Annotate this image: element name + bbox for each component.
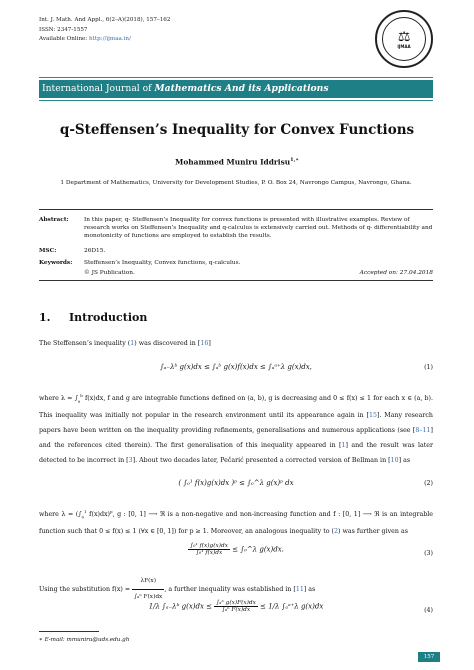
citation-11[interactable]: 11 (295, 585, 304, 593)
journal-link[interactable]: http://ijmaa.in/ (89, 36, 131, 42)
equation-1-number: (1) (424, 364, 433, 371)
compass-icon: ⚖ (397, 28, 411, 45)
available-online: Available Online: http://ijmaa.in/ (39, 36, 131, 42)
abstract-text: In this paper, q- Steffensen’s Inequality for convex functions is presented with illustrative examples. Review of research works on Steffensen’s Inequality and q-calculus is extensively carried out. Methods of q- differentiability and monotonicity of functions are employed to establish the results. (84, 217, 433, 239)
equation-1 (39, 360, 433, 380)
eq-ref-1[interactable]: 1 (130, 340, 135, 347)
journal-banner: International Journal of Mathematics And its Applications (39, 80, 433, 98)
equation-3-body: $\frac{\text{∫₀¹ f(x)g(x)dx}}{\text{∫₀¹ f(x)dx}}$ ≤ ∫₀^λ g(x)dx. (190, 543, 284, 556)
footnote-email: ∗ E-mail: mmuniru@uds.edu.gh (39, 637, 130, 643)
paragraph-4: Using the substitution f(x) = $\frac{\lambda F(x)}{\text{∫ₐᵇ F(x)dx}}$ , a further inequality was established in [11] as (39, 574, 433, 605)
section-title: Introduction (69, 311, 148, 324)
seal-text: IJMAA (397, 43, 411, 49)
paper-title: q-Steffensen’s Inequality for Convex Functions (59, 122, 415, 138)
abstract-rule-top (39, 209, 433, 210)
msc-value: 26D15. (84, 248, 106, 254)
journal-reference: Int. J. Math. And Appl., 6(2–A)(2018), 157–162 (39, 17, 171, 23)
equation-3-fraction: $\frac{\text{∫₀¹ f(x)g(x)dx}}{\text{∫₀¹ f(x)dx}}$ (190, 543, 229, 556)
affiliation: 1 Department of Mathematics, University for Development Studies, P. O. Box 24, Navrongo Campus, Navrongo, Ghana. (60, 180, 412, 186)
eq-ref-2[interactable]: 2 (333, 528, 338, 536)
keywords-value: Steffensen’s Inequality, Convex functions, q-calculus. (84, 260, 241, 266)
equation-4-number: (4) (424, 607, 433, 614)
issn: ISSN: 2347-1557 (39, 26, 88, 33)
banner-rule-top (39, 77, 433, 78)
section-number: 1. (39, 311, 51, 324)
equation-2-body: ( ∫₀¹ f(x)g(x)dx )ᵖ ≤ ∫₀^λ g(x)ᵖ dx (178, 479, 294, 487)
copyright: © JS Publication. (84, 270, 135, 276)
citation-1[interactable]: 1 (341, 441, 346, 449)
abstract-label: Abstract: (39, 217, 69, 223)
page-number: 157 (418, 652, 440, 662)
equation-2 (39, 474, 433, 496)
paragraph-2: where $\lambda = \int_a^b$ f(x)dx, f and g are integrable functions defined on (a, b), g is decreasing and 0 ≤ f(x) ≤ 1 for each x ∈ (a, b). This inequality was initially not popular in the research environment until its appearance again in [15]. Many research papers have been written on the inequality providing refinements, generalisations and numerous applications (see [8–11] and the references cited therein). The first generalisation of this inequality appeared in [1] and the result was later detected to be incorrect in [3]. About two decades later, Pečarić presented a corrected version of Bellman in [10] as (39, 393, 433, 464)
keywords-label: Keywords: (39, 260, 73, 266)
substitution-fraction: $\frac{\lambda F(x)}{\text{∫ₐᵇ F(x)dx}}$ (132, 574, 164, 605)
equation-4-fraction: $\frac{\text{∫ₐᵇ g(x)F(x)dx}}{\text{∫ₐᵇ F(x)dx}}$ (216, 600, 256, 613)
paragraph-1: The Steffensen’s inequality (1) was discovered in [16] (39, 340, 211, 347)
equation-3-number: (3) (424, 550, 433, 557)
citation-16[interactable]: 16 (200, 340, 209, 347)
citation-8-11[interactable]: 8–11 (415, 426, 431, 434)
equation-3 (39, 541, 433, 567)
author: Mohammed Muniru Iddrisu$^{1,∗}$ (175, 157, 299, 167)
citation-15[interactable]: 15 (368, 412, 377, 420)
author-superscript: 1,∗ (290, 157, 299, 163)
section-heading (39, 311, 147, 324)
citation-3[interactable]: 3 (128, 456, 133, 464)
equation-4-body: 1/λ ∫ₐ₋λᵇ g(x)dx ≤ $\frac{\text{∫ₐᵇ g(x)F(x)dx}}{\text{∫ₐᵇ F(x)dx}}$ ≤ 1/λ ∫ₐᵃ⁺λ g(x)dx (148, 600, 324, 613)
citation-10[interactable]: 10 (390, 456, 399, 464)
journal-seal-logo (375, 10, 433, 68)
footnote-rule (39, 631, 99, 632)
paragraph-3: where $\lambda = (\int_0^1$ f(x)dx)$^p$, g : [0, 1] ⟶ ℜ is a non-negative and non-increasing function and f : [0, 1] ⟶ ℜ is an integrable function such that 0 ≤ f(x) ≤ 1 (∀x ∈ [0, 1]) for p ≥ 1. Moreover, an analogous inequality to (2) was further given as (39, 509, 433, 536)
banner-rule-bottom (39, 100, 433, 101)
equation-1-body: ∫ₐ₋λᵇ g(x)dx ≤ ∫ₐᵇ g(x)f(x)dx ≤ ∫ₐᵃ⁺λ g(x)dx, (160, 363, 312, 371)
equation-2-number: (2) (424, 480, 433, 487)
equation-4 (39, 598, 433, 624)
journal-header (39, 16, 170, 45)
msc-label: MSC: (39, 248, 57, 254)
accepted-date: Accepted on: 27.04.2018 (359, 270, 433, 276)
journal-name: Mathematics And its Applications (154, 83, 329, 94)
abstract-rule-bottom (39, 280, 433, 281)
